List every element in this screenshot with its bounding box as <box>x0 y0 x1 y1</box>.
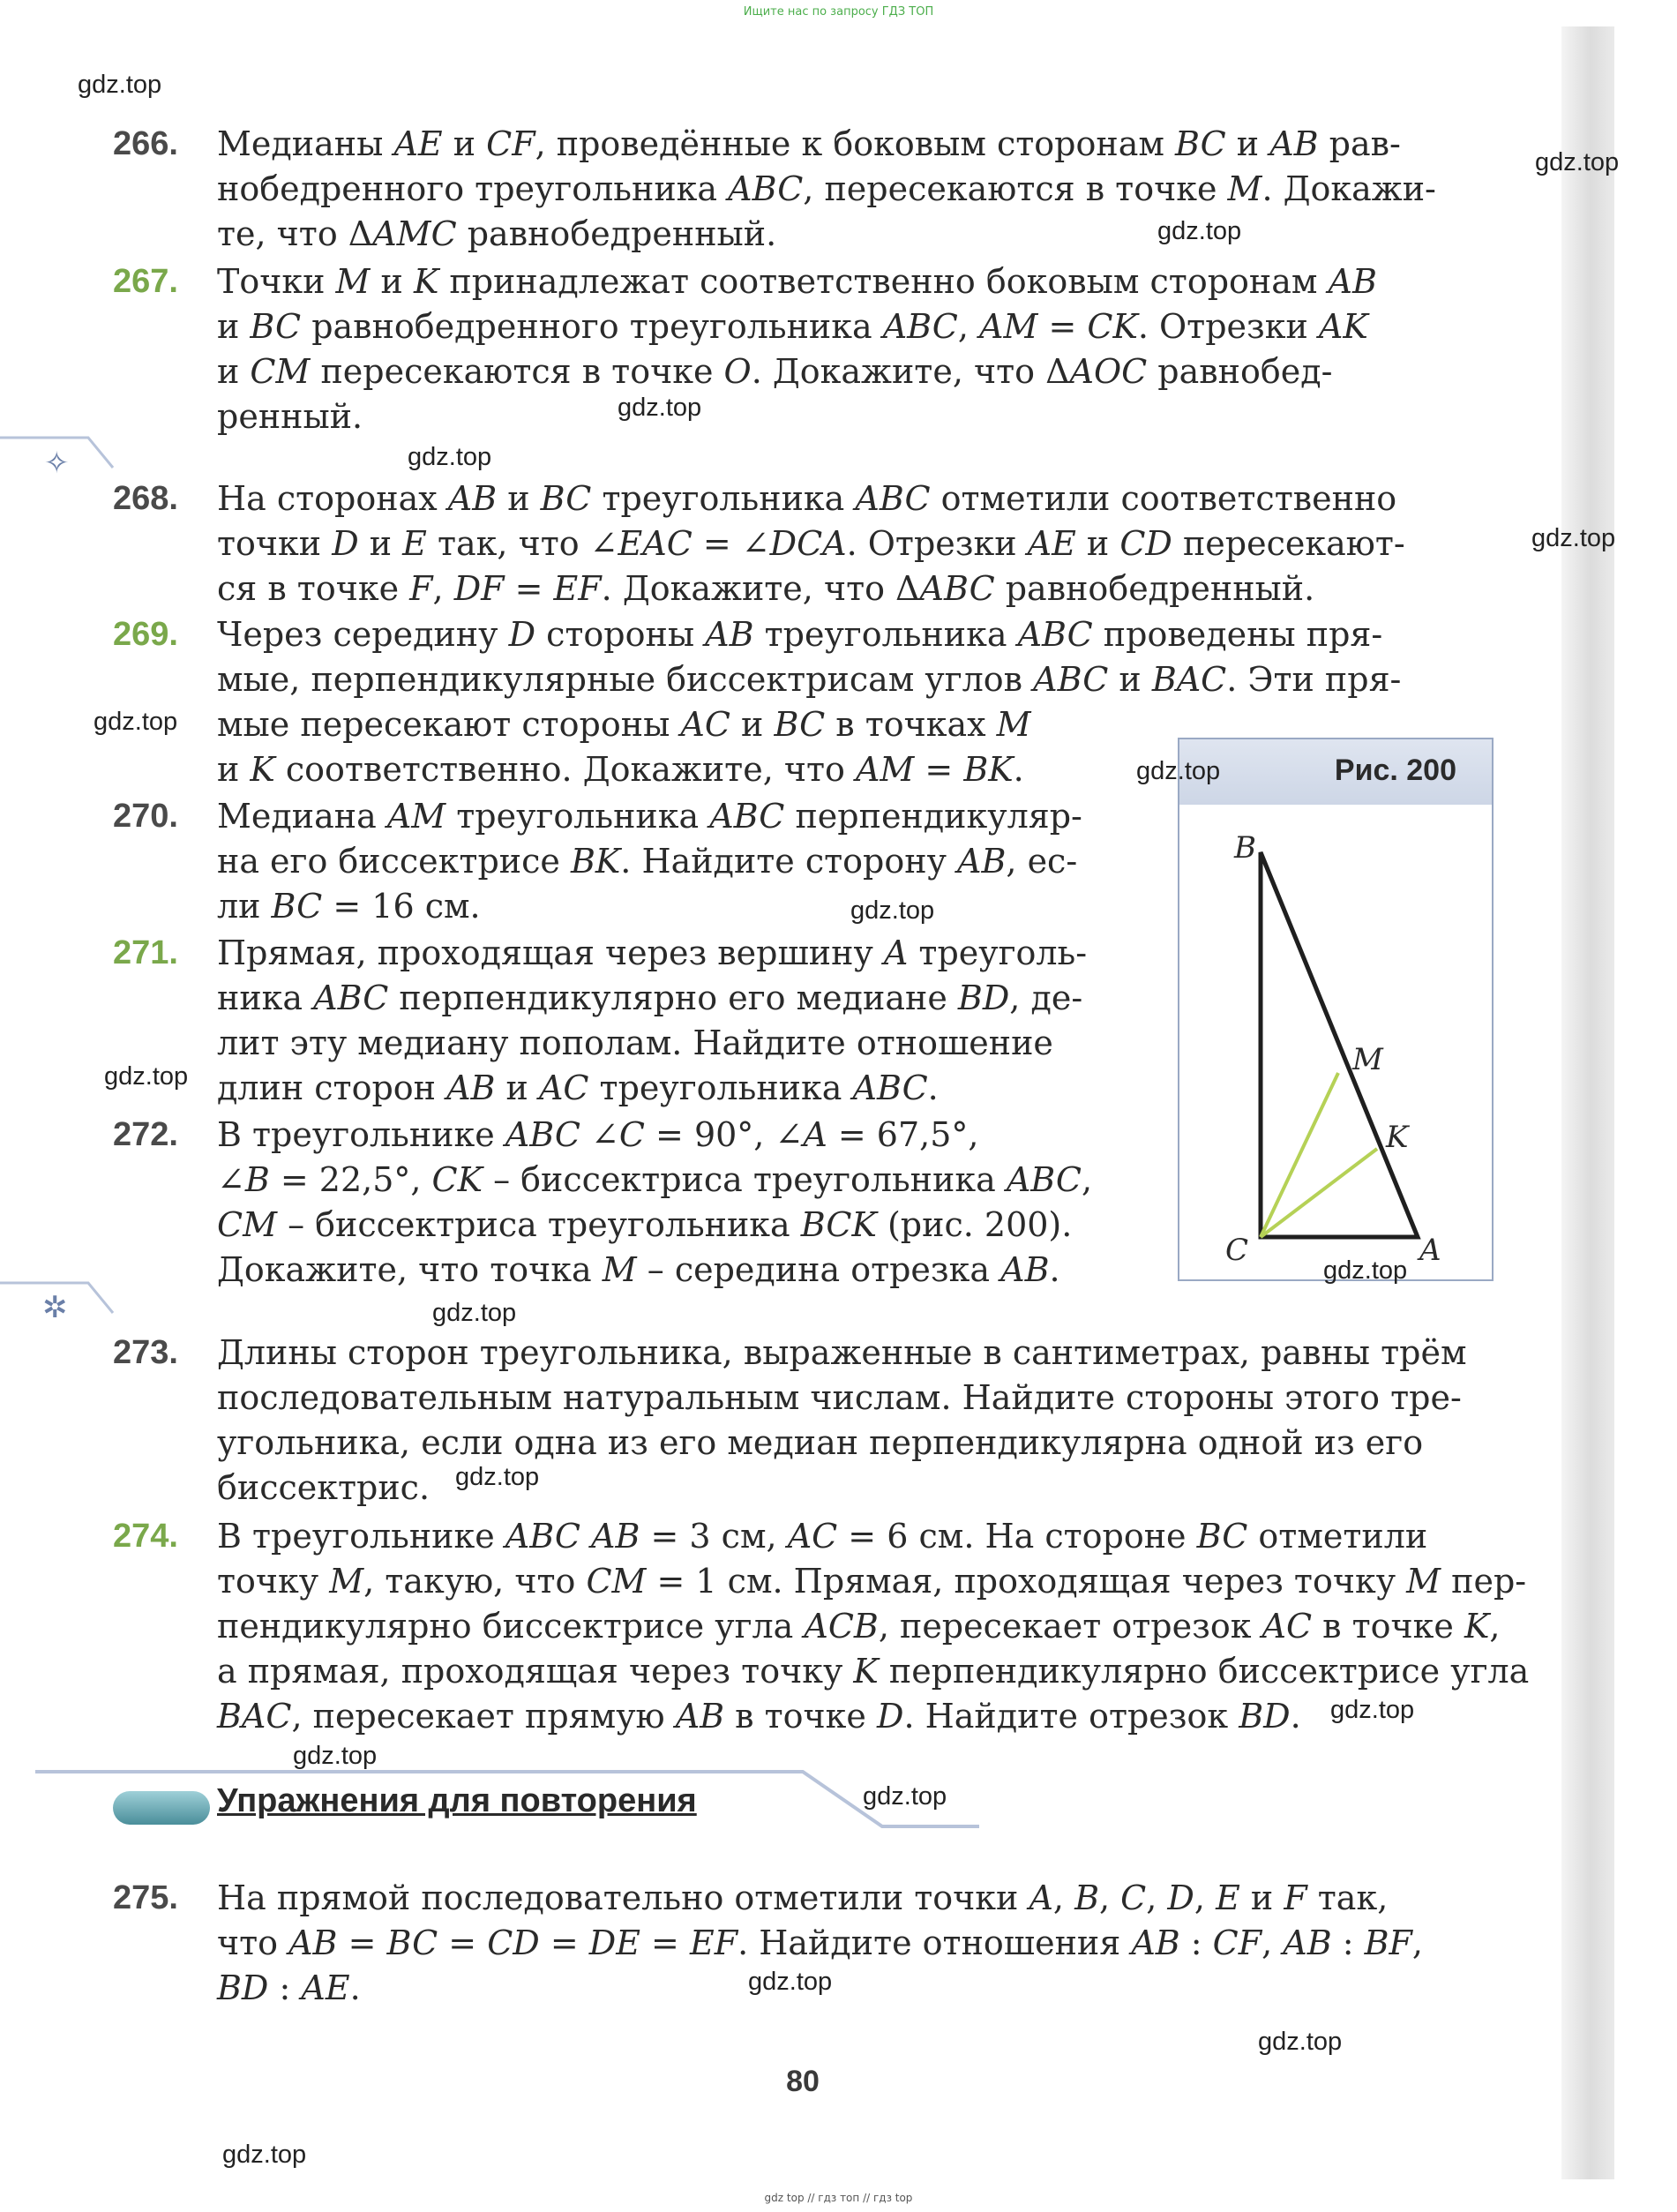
problem-number: 274. <box>113 1518 178 1555</box>
text-line: угольника, если одна из его медиан перпендикулярна одной из его <box>217 1423 1424 1462</box>
watermark: gdz.top <box>94 708 178 736</box>
text-line: пендикулярно биссектрисе угла ACB, пересекает отрезок AC в точке K, <box>217 1607 1501 1646</box>
watermark: gdz.top <box>863 1782 947 1811</box>
label-k: K <box>1386 1120 1409 1155</box>
text-line: Через середину D стороны AB треугольника ABC проведены пря- <box>217 615 1383 654</box>
section-title: Упражнения для повторения <box>217 1782 697 1819</box>
watermark: gdz.top <box>1157 217 1242 245</box>
problem-number: 270. <box>113 798 178 835</box>
text-line: и BC равнобедренного треугольника ABC, AM = CK. Отрезки AK <box>217 307 1368 346</box>
watermark: gdz.top <box>1531 524 1616 552</box>
problem-number: 272. <box>113 1116 178 1153</box>
text-line: BD : AE. <box>217 1968 361 2007</box>
text-line: ли BC = 16 см. <box>217 887 481 926</box>
problem-text <box>217 1876 1611 2011</box>
text-line: В треугольнике ABC AB = 3 см, AC = 6 см. На стороне BC отметили <box>217 1517 1428 1556</box>
problem-number: 275. <box>113 1879 178 1916</box>
figure-title: Рис. 200 <box>1179 739 1492 805</box>
text-line: нобедренного треугольника ABC, пересекаются в точке M. Докажи- <box>217 169 1436 208</box>
problem-text <box>217 259 1611 439</box>
problem-number: 273. <box>113 1334 178 1371</box>
text-line: лит эту медиану пополам. Найдите отношение <box>217 1024 1053 1062</box>
problem-text <box>217 122 1611 257</box>
text-line: длин сторон AB и AC треугольника ABC. <box>217 1069 939 1107</box>
text-line: мые пересекают стороны AC и BC в точках M <box>217 705 1031 744</box>
watermark: gdz.top <box>408 443 492 471</box>
bisector-ck <box>1261 1149 1377 1237</box>
text-line: В треугольнике ABC ∠C = 90°, ∠A = 67,5°, <box>217 1115 979 1154</box>
text-line: BAC, пересекает прямую AB в точке D. Найдите отрезок BD. <box>217 1697 1301 1736</box>
text-line: биссектрис. <box>217 1468 430 1507</box>
text-line: Медиана AM треугольника ABC перпендикуляр- <box>217 797 1082 836</box>
watermark: gdz.top <box>78 71 162 99</box>
problem-number: 271. <box>113 934 178 971</box>
label-c: C <box>1225 1233 1249 1268</box>
watermark: gdz.top <box>1535 148 1620 176</box>
label-m: M <box>1352 1042 1383 1077</box>
watermark: gdz.top <box>222 2141 307 2169</box>
page-number: 80 <box>786 2065 820 2098</box>
text-line: Медианы AE и CF, проведённые к боковым сторонам BC и AB рав- <box>217 124 1401 163</box>
text-line: точки D и E так, что ∠EAC = ∠DCA. Отрезки AE и CD пересекают- <box>217 524 1405 563</box>
text-line: что AB = BC = CD = DE = EF. Найдите отношения AB : CF, AB : BF, <box>217 1923 1424 1962</box>
watermark: gdz.top <box>1323 1256 1408 1285</box>
problem-number: 266. <box>113 125 178 162</box>
footer-banner: gdz top // гдз топ // гдз top <box>764 2192 913 2204</box>
watermark: gdz.top <box>1136 757 1221 785</box>
header-banner: Ищите нас по запросу ГДЗ ТОП <box>743 5 934 19</box>
text-line: ника ABC перпендикулярно его медиане BD, де- <box>217 979 1083 1017</box>
watermark: gdz.top <box>748 1968 833 1996</box>
watermark: gdz.top <box>104 1062 189 1091</box>
text-line: точку M, такую, что CM = 1 см. Прямая, проходящая через точку M пер- <box>217 1562 1527 1601</box>
text-line: Прямая, проходящая через вершину A треуголь- <box>217 934 1088 972</box>
text-line: и CM пересекаются в точке O. Докажите, что ΔAOC равнобед- <box>217 352 1333 391</box>
text-line: На прямой последовательно отметили точки A, B, C, D, E и F так, <box>217 1878 1389 1917</box>
text-line: Докажите, что точка M – середина отрезка AB. <box>217 1250 1060 1289</box>
watermark: gdz.top <box>1330 1696 1415 1724</box>
watermark: gdz.top <box>293 1742 378 1770</box>
label-a: A <box>1419 1233 1441 1268</box>
watermark: gdz.top <box>618 394 702 422</box>
problem-number: 268. <box>113 480 178 517</box>
text-line: ∠B = 22,5°, CK – биссектриса треугольника ABC, <box>217 1160 1093 1199</box>
text-line: мые, перпендикулярные биссектрисам углов ABC и BAC. Эти пря- <box>217 660 1402 699</box>
text-line: CM – биссектриса треугольника BCK (рис. 200). <box>217 1205 1073 1244</box>
problem-text <box>217 476 1611 611</box>
text-line: и K соответственно. Докажите, что AM = BK. <box>217 750 1024 789</box>
label-b: B <box>1234 830 1256 866</box>
watermark: gdz.top <box>850 896 935 925</box>
problem-text <box>217 1113 1134 1293</box>
problem-number: 267. <box>113 263 178 300</box>
watermark: gdz.top <box>455 1463 540 1491</box>
text-line: на его биссектрисе BK. Найдите сторону AB, ес- <box>217 842 1078 881</box>
problem-text <box>217 1331 1611 1511</box>
text-line: а прямая, проходящая через точку K перпендикулярно биссектрисе угла <box>217 1652 1530 1691</box>
problem-number: 269. <box>113 616 178 653</box>
star-icon: ✧ <box>44 446 70 481</box>
text-line: Точки M и K принадлежат соответственно боковым сторонам AB <box>217 262 1377 301</box>
text-line: ренный. <box>217 397 363 436</box>
snowflake-icon: ✲ <box>42 1290 68 1325</box>
watermark: gdz.top <box>432 1299 517 1327</box>
figure-diagram <box>1179 805 1492 1279</box>
text-line: те, что ΔAMC равнобедренный. <box>217 214 777 253</box>
problem-text <box>217 794 1134 929</box>
bisector-cm <box>1261 1073 1338 1237</box>
text-line: последовательным натуральным числам. Найдите стороны этого тре- <box>217 1378 1462 1417</box>
text-line: ся в точке F, DF = EF. Докажите, что ΔABC равнобедренный. <box>217 569 1315 608</box>
figure-200 <box>1178 738 1494 1281</box>
text-line: На сторонах AB и BC треугольника ABC отметили соответственно <box>217 479 1397 518</box>
watermark: gdz.top <box>1258 2028 1343 2056</box>
problem-text <box>217 931 1134 1111</box>
text-line: Длины сторон треугольника, выраженные в сантиметрах, равны трём <box>217 1333 1467 1372</box>
